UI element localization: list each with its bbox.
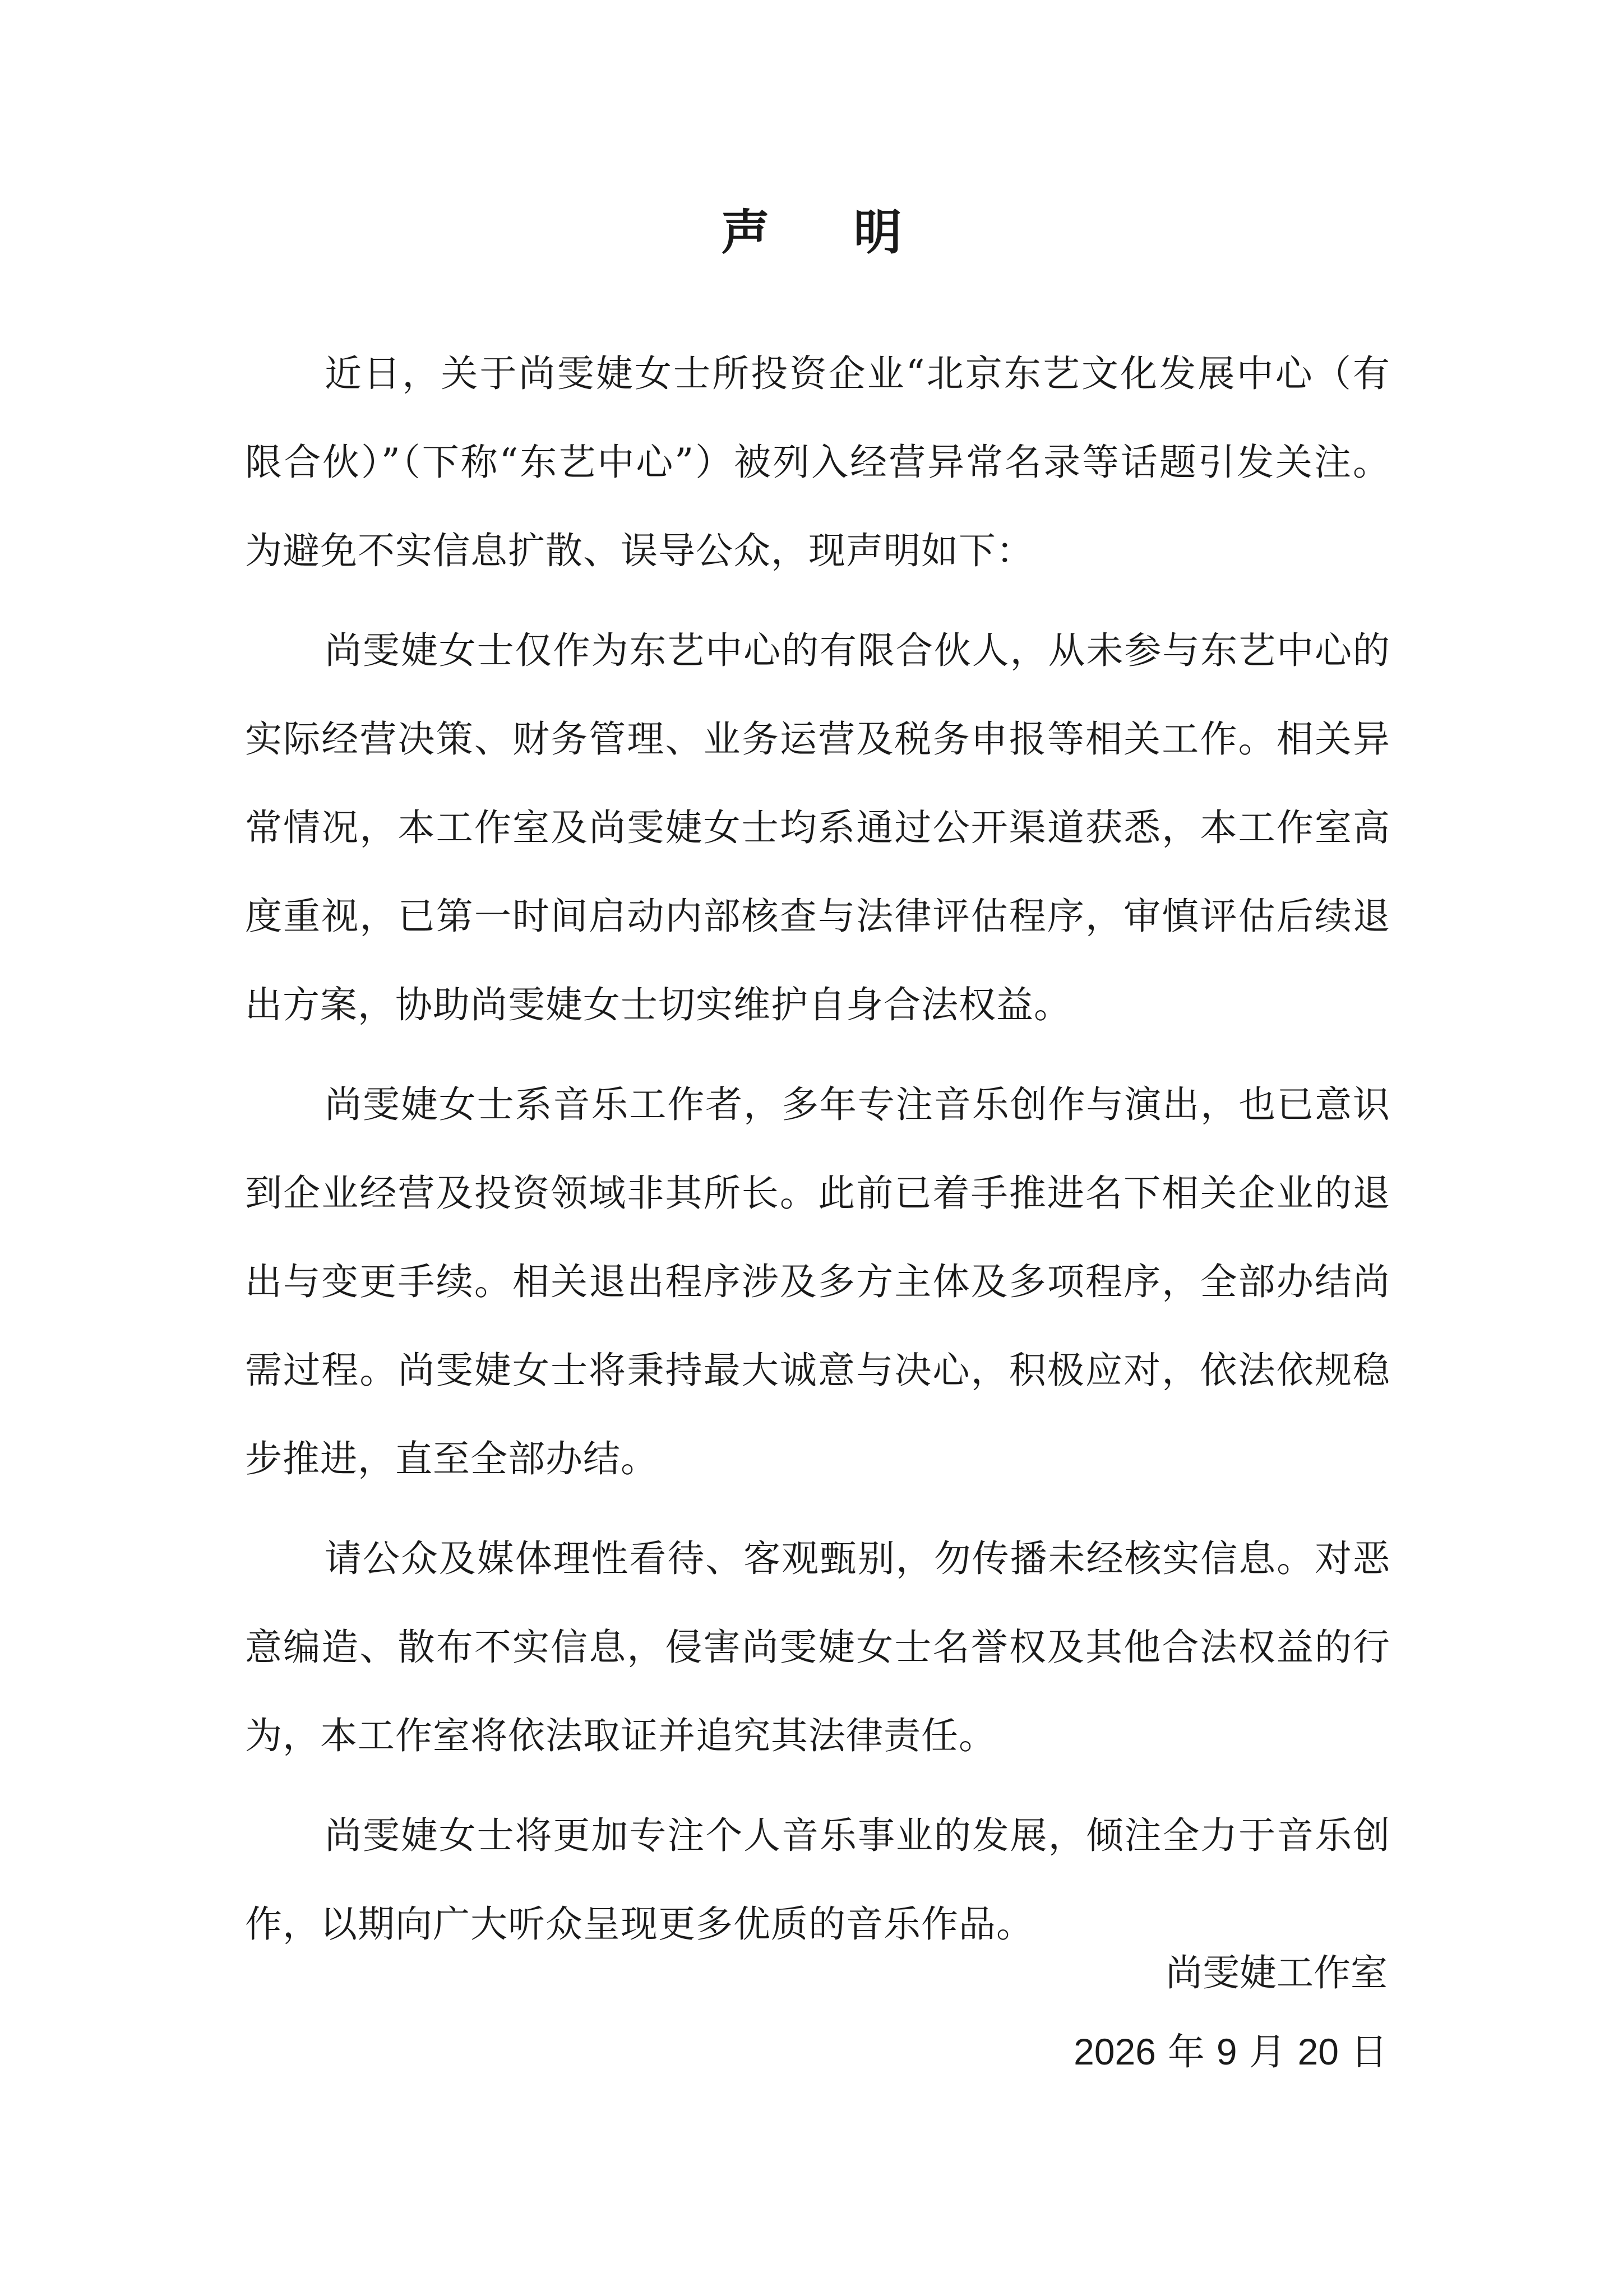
page-title: 声 明 (721, 204, 936, 261)
date-day-unit: 日 (1339, 2030, 1388, 2073)
paragraph-4: 请公众及媒体理性看待、客观甄别，勿传播未经核实信息。对恶意编造、散布不实信息，侵害尚雯婕女士名誉权及其他合法权益的行为，本工作室将依法取证并追究其法律责任。 (245, 1537, 1390, 1757)
statement-date (1074, 2024, 1388, 2080)
date-year: 2026 (1074, 2031, 1156, 2072)
paragraph-3: 尚雯婕女士系音乐工作者，多年专注音乐创作与演出，也已意识到企业经营及投资领域非其所长。此前已着手推进名下相关企业的退出与变更手续。相关退出程序涉及多方主体及多项程序，全部办结尚需过程。尚雯婕女士将秉持最大诚意与决心，积极应对，依法依规稳步推进，直至全部办结。 (245, 1083, 1390, 1480)
statement-body (245, 330, 1390, 1980)
date-day: 20 (1297, 2031, 1339, 2072)
paragraph-1: 近日，关于尚雯婕女士所投资企业“北京东艺文化发展中心（有限合伙）”（下称“东艺中心”）被列入经营异常名录等话题引发关注。为避免不实信息扩散、误导公众，现声明如下： (245, 352, 1390, 572)
paragraph-2: 尚雯婕女士仅作为东艺中心的有限合伙人，从未参与东艺中心的实际经营决策、财务管理、业务运营及税务申报等相关工作。相关异常情况，本工作室及尚雯婕女士均系通过公开渠道获悉，本工作室高度重视，已第一时间启动内部核查与法律评估程序，审慎评估后续退出方案，协助尚雯婕女士切实维护自身合法权益。 (245, 629, 1390, 1026)
paragraph-5: 尚雯婕女士将更加专注个人音乐事业的发展，倾注全力于音乐创作，以期向广大听众呈现更多优质的音乐作品。 (245, 1814, 1390, 1946)
signature: 尚雯婕工作室 (1166, 1951, 1388, 1994)
date-month: 9 (1216, 2031, 1237, 2072)
date-year-unit: 年 (1155, 2030, 1217, 2073)
date-month-unit: 月 (1237, 2030, 1298, 2073)
